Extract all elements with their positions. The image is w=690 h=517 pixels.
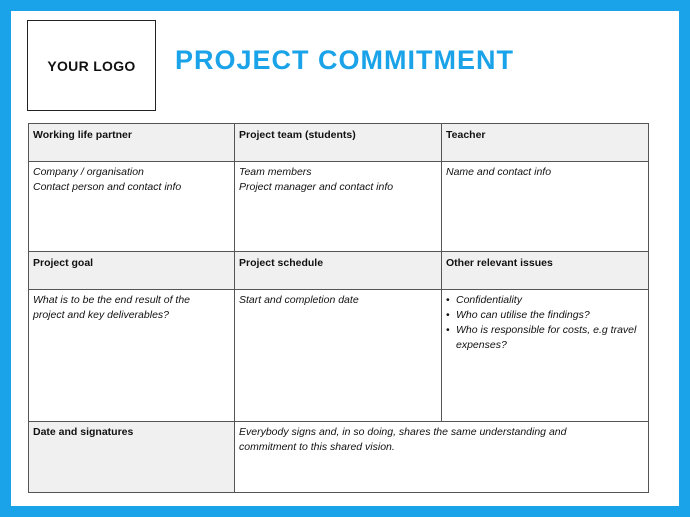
team-info-cell[interactable] [235,162,442,252]
goal-cell[interactable] [29,290,235,422]
cell-line: Contact person and contact info [33,181,182,193]
signatures-label-cell: Date and signatures [29,422,235,493]
cell-line: Everybody signs and, in so doing, shares the same understanding and [239,426,567,438]
header-cell-issues: Other relevant issues [442,252,649,290]
commitment-table [28,123,649,493]
logo-placeholder [27,20,156,111]
table-row [29,124,649,162]
cell-line: Start and completion date [239,294,359,306]
header-cell-goal: Project goal [29,252,235,290]
cell-line: Name and contact info [446,166,552,178]
teacher-info-cell[interactable] [442,162,649,252]
commitment-sheet [11,11,679,506]
issues-list [446,293,644,353]
list-item: • Who can utilise the findings? [446,308,644,323]
table-row [29,422,649,493]
header-cell-partner: Working life partner [29,124,235,162]
cell-line: Project manager and contact info [239,181,394,193]
header-cell-teacher: Teacher [442,124,649,162]
list-item: • Confidentiality [446,293,644,308]
signatures-cell[interactable] [235,422,649,493]
cell-line: What is to be the end result of the [33,294,191,306]
header-cell-team: Project team (students) [235,124,442,162]
header-cell-schedule: Project schedule [235,252,442,290]
cell-line: commitment to this shared vision. [239,441,395,453]
page-title: PROJECT COMMITMENT [175,45,514,75]
table-row [29,162,649,252]
cell-line: project and key deliverables? [33,309,169,321]
cell-line: Team members [239,166,312,178]
schedule-cell[interactable] [235,290,442,422]
table-row [29,252,649,290]
logo-text: YOUR LOGO [47,57,136,74]
partner-info-cell[interactable] [29,162,235,252]
cell-line: Company / organisation [33,166,144,178]
issues-cell[interactable] [442,290,649,422]
table-row [29,290,649,422]
list-item: • Who is responsible for costs, e.g travel expenses? [446,323,644,353]
